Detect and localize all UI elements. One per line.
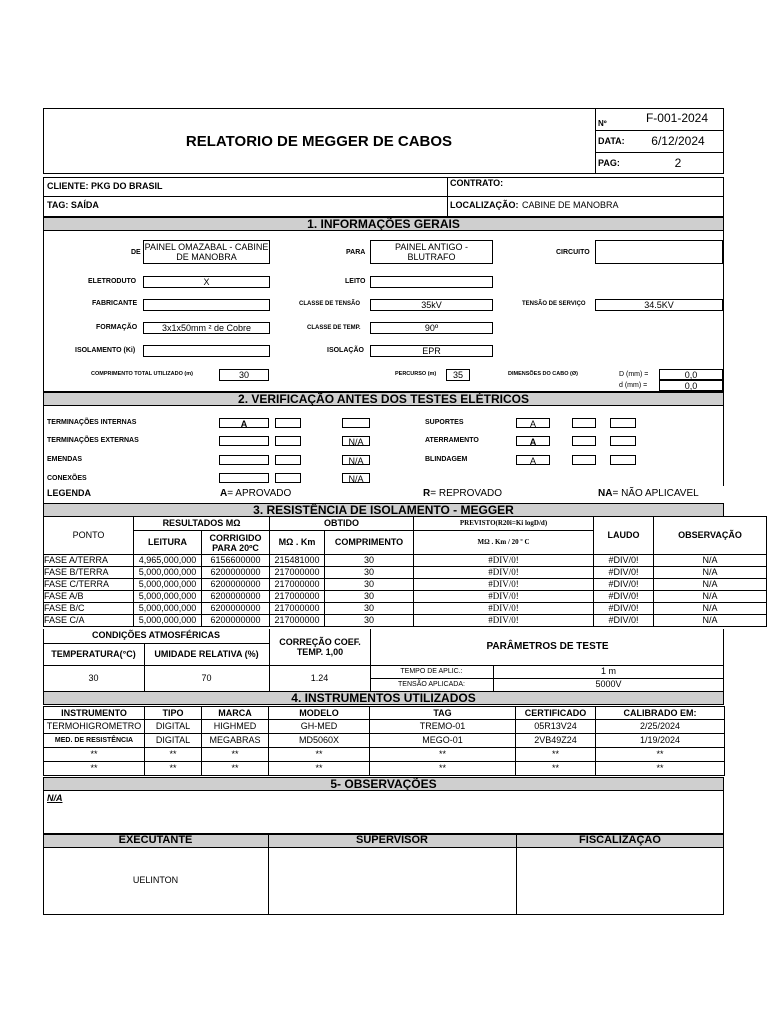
term-int-box-3[interactable] xyxy=(342,418,370,428)
eletroduto-label: ELETRODUTO xyxy=(88,278,137,285)
megger-cell-ponto: FASE B/TERRA xyxy=(44,567,134,579)
isolamento-label: ISOLAMENTO (Ki) xyxy=(75,347,136,354)
header-row-line-1 xyxy=(595,130,724,131)
section4-title: 4. INSTRUMENTOS UTILIZADOS xyxy=(43,691,724,705)
instruments-header-cell: CERTIFICADO xyxy=(516,707,596,720)
megger-cell-mokm: 217000000 xyxy=(270,579,325,591)
aterramento-box-2[interactable] xyxy=(572,436,596,446)
col-mokm: MΩ . Km xyxy=(270,531,325,555)
client-name: CLIENTE: PKG DO BRASIL xyxy=(47,181,163,191)
legend-rejected xyxy=(423,489,502,499)
instruments-header-cell: TAG xyxy=(370,707,516,720)
megger-cell-obs: N/A xyxy=(654,579,767,591)
sign-vline-1 xyxy=(268,834,269,915)
conexoes-box-2[interactable] xyxy=(275,473,301,483)
megger-cell-mokm: 215481000 xyxy=(270,555,325,567)
instrument-cell: HIGHMED xyxy=(202,720,269,734)
instruments-header-cell: MODELO xyxy=(269,707,370,720)
d-label: d (mm) = xyxy=(619,382,648,389)
client-vline xyxy=(447,177,448,217)
term-ext-box-1[interactable] xyxy=(219,436,269,446)
megger-cell-corrigido: 6156600000 xyxy=(202,555,270,567)
temp-value: 30 xyxy=(88,673,99,683)
legend-na xyxy=(598,489,699,499)
temp-label: TEMPERATURA(°C) xyxy=(51,649,136,659)
megger-cell-corrigido: 6200000000 xyxy=(202,591,270,603)
contract-label: CONTRATO: xyxy=(450,178,504,188)
observations-box xyxy=(43,790,724,834)
col-laudo: LAUDO xyxy=(594,517,654,555)
megger-row xyxy=(44,567,767,579)
number-label: Nº xyxy=(598,119,607,128)
percurso-label: PERCURSO (m) xyxy=(395,371,437,377)
corr-label: CORREÇÃO COEF. TEMP. 1,00 xyxy=(279,637,361,657)
blindagem-box-1[interactable]: A xyxy=(516,455,550,465)
term-ext-box-2[interactable] xyxy=(275,436,301,446)
instrument-row xyxy=(44,748,725,762)
conexoes-label: CONEXÕES xyxy=(47,475,87,482)
classe-temp-label: CLASSE DE TEMP. xyxy=(307,325,361,331)
instrument-cell: ** xyxy=(202,748,269,762)
cond-hline-2 xyxy=(43,665,724,666)
megger-row xyxy=(44,555,767,567)
col-previsto-unit: MΩ . Km / 20 º C xyxy=(414,531,594,555)
megger-cell-leitura: 5,000,000,000 xyxy=(134,603,202,615)
section2-title: 2. VERIFICAÇÃO ANTES DOS TESTES ELÉTRICOS xyxy=(43,392,724,406)
section3-title: 3. RESISTÊNCIA DE ISOLAMENTO - MEGGER xyxy=(43,503,724,517)
megger-cell-obs: N/A xyxy=(654,603,767,615)
emendas-label: EMENDAS xyxy=(47,456,83,463)
megger-cell-mokm: 217000000 xyxy=(270,591,325,603)
param-title: PARÂMETROS DE TESTE xyxy=(486,641,609,652)
observations-text: N/A xyxy=(47,793,63,803)
page-label: PAG: xyxy=(598,158,620,168)
instruments-header-cell: CALIBRADO EM: xyxy=(596,707,725,720)
megger-table xyxy=(43,516,767,627)
fabricante-field[interactable] xyxy=(143,299,270,311)
legend-approved-key: A xyxy=(220,488,228,499)
isolamento-field[interactable] xyxy=(143,345,270,357)
col-ponto: PONTO xyxy=(44,517,134,555)
tensao-label: TENSÃO APLICADA: xyxy=(398,681,465,688)
megger-cell-mokm: 217000000 xyxy=(270,603,325,615)
megger-cell-mokm: 217000000 xyxy=(270,615,325,627)
megger-cell-leitura: 5,000,000,000 xyxy=(134,615,202,627)
megger-cell-obs: N/A xyxy=(654,555,767,567)
comprimento-label: COMPRIMENTO TOTAL UTILIZADO (m) xyxy=(91,371,193,377)
aterramento-box-3[interactable] xyxy=(610,436,636,446)
megger-cell-leitura: 5,000,000,000 xyxy=(134,579,202,591)
page-title: RELATORIO DE MEGGER DE CABOS xyxy=(185,133,453,150)
megger-cell-previsto: #DIV/0! xyxy=(414,555,594,567)
emendas-box-3[interactable]: N/A xyxy=(342,455,370,465)
instrument-cell: MD5060X xyxy=(269,734,370,748)
de-field[interactable]: PAINEL OMAZABAL - CABINE DE MANOBRA xyxy=(144,242,269,262)
cond-title: CONDIÇÕES ATMOSFÉRICAS xyxy=(91,630,220,640)
fiscalizacao-label: FISCALIZAÇÃO xyxy=(579,834,661,846)
megger-cell-previsto: #DIV/0! xyxy=(414,615,594,627)
umid-value: 70 xyxy=(201,673,212,683)
client-mid-line xyxy=(43,196,724,197)
section2-left-border xyxy=(43,392,44,504)
instrument-cell: ** xyxy=(596,748,725,762)
circuito-field[interactable] xyxy=(595,240,723,264)
megger-cell-obs: N/A xyxy=(654,615,767,627)
tensao-servico-label: TENSÃO DE SERVIÇO xyxy=(522,301,586,307)
de-label: DE xyxy=(131,249,141,256)
megger-cell-comprimento: 30 xyxy=(325,555,414,567)
D-field[interactable]: 0,0 xyxy=(659,369,723,380)
instrument-cell: ** xyxy=(596,762,725,776)
megger-row xyxy=(44,615,767,627)
megger-cell-ponto: FASE C/A xyxy=(44,615,134,627)
para-label: PARA xyxy=(346,249,366,256)
instrument-cell: ** xyxy=(516,762,596,776)
header-row-line-2 xyxy=(595,152,724,153)
tempo-label: TEMPO DE APLIC.: xyxy=(400,668,463,675)
suportes-box-3[interactable] xyxy=(610,418,636,428)
dimensoes-label: DIMENSÕES DO CABO (Ø) xyxy=(508,371,578,377)
megger-cell-laudo: #DIV/0! xyxy=(594,555,654,567)
megger-cell-previsto: #DIV/0! xyxy=(414,603,594,615)
instrument-cell: TREMO-01 xyxy=(370,720,516,734)
megger-cell-corrigido: 6200000000 xyxy=(202,579,270,591)
cond-hline-3 xyxy=(370,678,724,679)
leito-label: LEITO xyxy=(345,278,366,285)
tempo-value: 1 m xyxy=(600,666,616,676)
para-field[interactable]: PAINEL ANTIGO - BLUTRAFO xyxy=(370,240,493,264)
legend-approved-text: = APROVADO xyxy=(227,488,292,499)
megger-cell-leitura: 4,965,000,000 xyxy=(134,555,202,567)
megger-cell-comprimento: 30 xyxy=(325,567,414,579)
col-obtido: OBTIDO xyxy=(270,517,414,531)
classe-temp-field[interactable]: 90º xyxy=(370,322,493,334)
conexoes-box-1[interactable] xyxy=(219,473,269,483)
cond-hline-1 xyxy=(43,643,269,644)
megger-cell-ponto: FASE A/TERRA xyxy=(44,555,134,567)
legend-approved xyxy=(220,489,291,499)
megger-cell-ponto: FASE C/TERRA xyxy=(44,579,134,591)
instruments-header-cell: INSTRUMENTO xyxy=(44,707,145,720)
circuito-label: CIRCUITO xyxy=(556,249,590,256)
megger-cell-comprimento: 30 xyxy=(325,579,414,591)
megger-cell-corrigido: 6200000000 xyxy=(202,603,270,615)
sign-hline xyxy=(43,847,724,848)
suportes-label: SUPORTES xyxy=(425,419,464,426)
col-resultados: RESULTADOS MΩ xyxy=(134,517,270,531)
aterramento-box-1[interactable]: A xyxy=(516,436,550,446)
executante-label: EXECUTANTE xyxy=(118,834,193,846)
location-label: LOCALIZAÇÃO: xyxy=(450,200,519,210)
megger-cell-comprimento: 30 xyxy=(325,603,414,615)
instruments-header-cell: MARCA xyxy=(202,707,269,720)
comprimento-field[interactable]: 30 xyxy=(219,369,269,381)
section1-title: 1. INFORMAÇÕES GERAIS xyxy=(43,217,724,231)
corr-value: 1.24 xyxy=(310,673,329,683)
col-comprimento: COMPRIMENTO xyxy=(325,531,414,555)
megger-cell-comprimento: 30 xyxy=(325,591,414,603)
instrument-cell: 2/25/2024 xyxy=(596,720,725,734)
section5-title: 5- OBSERVAÇÕES xyxy=(43,777,724,791)
megger-row xyxy=(44,579,767,591)
col-leitura: LEITURA xyxy=(134,531,202,555)
instrument-cell: ** xyxy=(269,762,370,776)
megger-cell-laudo: #DIV/0! xyxy=(594,603,654,615)
page-value: 2 xyxy=(674,156,682,170)
legend-na-text: = NÃO APLICAVEL xyxy=(612,488,699,499)
megger-cell-corrigido: 6200000000 xyxy=(202,567,270,579)
number-value: F-001-2024 xyxy=(645,111,709,125)
instrument-row xyxy=(44,720,725,734)
eletroduto-field[interactable]: X xyxy=(143,276,270,288)
isolacao-label: ISOLAÇÃO xyxy=(327,347,364,354)
megger-cell-laudo: #DIV/0! xyxy=(594,591,654,603)
instrument-row xyxy=(44,734,725,748)
term-ext-box-3[interactable]: N/A xyxy=(342,436,370,446)
supervisor-label: SUPERVISOR xyxy=(356,834,428,846)
percurso-field[interactable]: 35 xyxy=(446,369,470,381)
megger-cell-previsto: #DIV/0! xyxy=(414,591,594,603)
instrument-cell: MED. DE RESISTÊNCIA xyxy=(44,734,145,748)
instruments-table xyxy=(43,706,725,776)
d-field[interactable]: 0,0 xyxy=(659,380,723,391)
D-label: D (mm) = xyxy=(619,371,649,378)
fabricante-label: FABRICANTE xyxy=(92,300,138,307)
instrument-cell: ** xyxy=(145,748,202,762)
instrument-row xyxy=(44,762,725,776)
blindagem-box-3[interactable] xyxy=(610,455,636,465)
instrument-cell: ** xyxy=(44,748,145,762)
emendas-box-2[interactable] xyxy=(275,455,301,465)
legend-na-key: NA xyxy=(598,488,613,499)
instrument-cell: ** xyxy=(370,748,516,762)
header-divider xyxy=(595,108,596,174)
term-ext-label: TERMINAÇÕES EXTERNAS xyxy=(47,437,139,444)
megger-cell-leitura: 5,000,000,000 xyxy=(134,591,202,603)
megger-cell-leitura: 5,000,000,000 xyxy=(134,567,202,579)
umid-label: UMIDADE RELATIVA (%) xyxy=(154,649,259,659)
instrument-cell: ** xyxy=(370,762,516,776)
formacao-field[interactable]: 3x1x50mm ² de Cobre xyxy=(143,322,270,334)
emendas-box-1[interactable] xyxy=(219,455,269,465)
tensao-value: 5000V xyxy=(595,679,622,689)
megger-cell-mokm: 217000000 xyxy=(270,567,325,579)
classe-tensao-label: CLASSE DE TENSÃO xyxy=(299,301,361,307)
conexoes-box-3[interactable]: N/A xyxy=(342,473,370,483)
megger-row xyxy=(44,591,767,603)
isolacao-field[interactable]: EPR xyxy=(370,345,493,357)
megger-cell-comprimento: 30 xyxy=(325,615,414,627)
date-value: 6/12/2024 xyxy=(651,134,705,148)
instruments-header-row xyxy=(44,707,725,720)
instrument-cell: 05R13V24 xyxy=(516,720,596,734)
megger-cell-obs: N/A xyxy=(654,567,767,579)
megger-cell-corrigido: 6200000000 xyxy=(202,615,270,627)
instrument-cell: ** xyxy=(202,762,269,776)
megger-cell-laudo: #DIV/0! xyxy=(594,615,654,627)
tensao-servico-field[interactable]: 34.5KV xyxy=(595,299,723,311)
blindagem-label: BLINDAGEM xyxy=(425,456,468,463)
term-int-box-2[interactable] xyxy=(275,418,301,428)
instruments-header-cell: TIPO xyxy=(145,707,202,720)
megger-cell-ponto: FASE B/C xyxy=(44,603,134,615)
executante-name: UELINTON xyxy=(132,875,179,885)
instrument-cell: ** xyxy=(145,762,202,776)
instrument-cell: ** xyxy=(269,748,370,762)
suportes-box-2[interactable] xyxy=(572,418,596,428)
col-obs: OBSERVAÇÃO xyxy=(654,517,767,555)
formacao-label: FORMAÇÃO xyxy=(96,324,138,331)
instrument-cell: ** xyxy=(44,762,145,776)
megger-row xyxy=(44,603,767,615)
aterramento-label: ATERRAMENTO xyxy=(425,437,479,444)
instrument-cell: 1/19/2024 xyxy=(596,734,725,748)
megger-cell-previsto: #DIV/0! xyxy=(414,567,594,579)
date-label: DATA: xyxy=(598,136,625,146)
term-int-label: TERMINAÇÕES INTERNAS xyxy=(47,419,137,426)
instrument-cell: MEGO-01 xyxy=(370,734,516,748)
col-corrigido: CORRIGIDO PARA 20ºC xyxy=(202,531,270,555)
legend-label: LEGENDA xyxy=(47,488,92,498)
leito-field[interactable] xyxy=(370,276,493,288)
megger-cell-laudo: #DIV/0! xyxy=(594,567,654,579)
instrument-cell: 2VB49Z24 xyxy=(516,734,596,748)
legend-rejected-text: = REPROVADO xyxy=(430,488,503,499)
megger-cell-laudo: #DIV/0! xyxy=(594,579,654,591)
section2-right-border xyxy=(723,392,724,486)
instrument-cell: TERMOHIGROMETRO xyxy=(44,720,145,734)
legend-rejected-key: R xyxy=(423,488,431,499)
megger-cell-obs: N/A xyxy=(654,591,767,603)
location-value: CABINE DE MANOBRA xyxy=(522,200,619,210)
instrument-cell: ** xyxy=(516,748,596,762)
blindagem-box-2[interactable] xyxy=(572,455,596,465)
sign-vline-2 xyxy=(516,834,517,915)
instrument-cell: GH-MED xyxy=(269,720,370,734)
classe-tensao-field[interactable]: 35kV xyxy=(370,299,493,311)
instrument-cell: MEGABRAS xyxy=(202,734,269,748)
instrument-cell: DIGITAL xyxy=(145,720,202,734)
suportes-box-1[interactable]: A xyxy=(516,418,550,428)
tag-label: TAG: SAÍDA xyxy=(47,200,99,210)
megger-cell-previsto: #DIV/0! xyxy=(414,579,594,591)
col-previsto: PREVISTO(R20i=Ki logD/d) xyxy=(414,517,594,531)
megger-cell-ponto: FASE A/B xyxy=(44,591,134,603)
instrument-cell: DIGITAL xyxy=(145,734,202,748)
term-int-box-1[interactable]: A xyxy=(219,418,269,428)
